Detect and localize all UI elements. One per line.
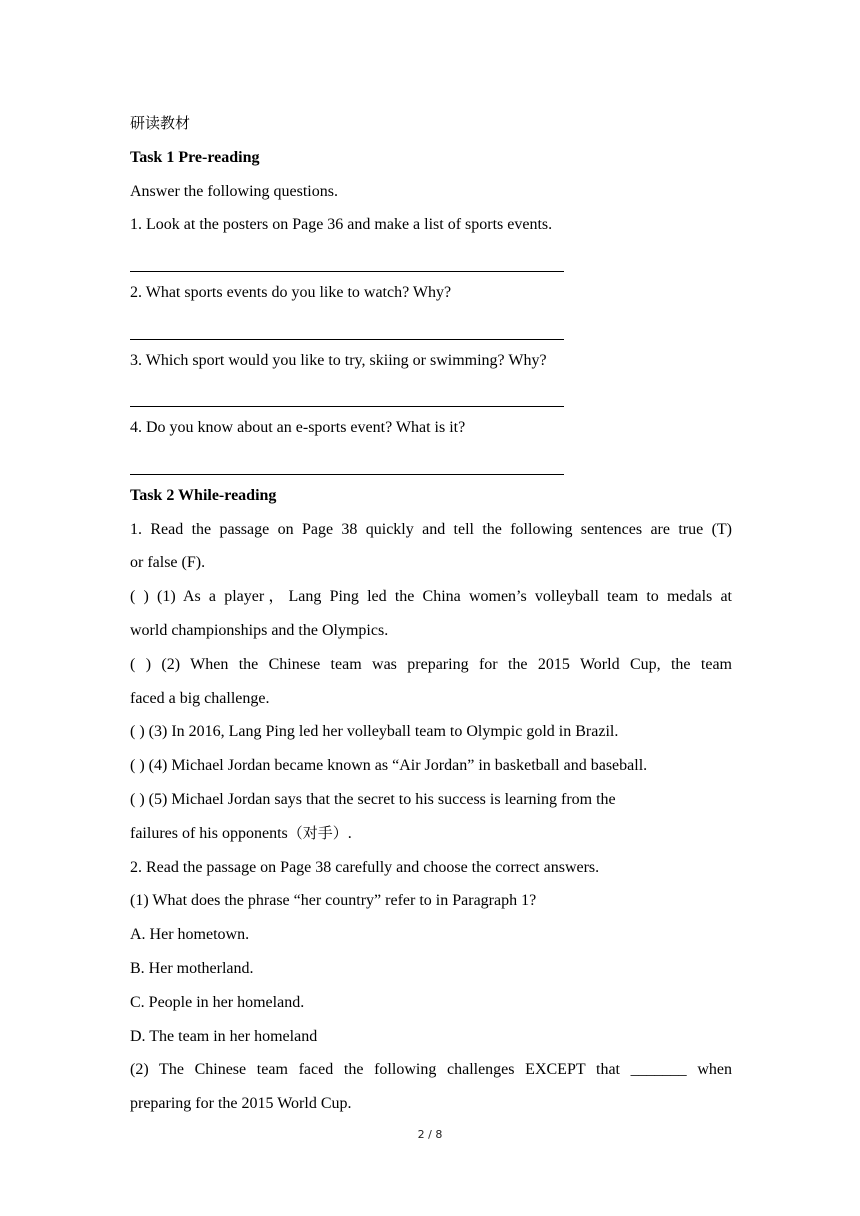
task2-part2-instruction: 2. Read the passage on Page 38 carefully and choose the correct answers. [130, 858, 600, 876]
mc-question-2-cont: preparing for the 2015 World Cup. [130, 1095, 352, 1113]
task1-title: Task 1 Pre-reading [130, 148, 260, 166]
answer-line-4 [130, 445, 732, 479]
tf-item-2-cont: faced a big challenge. [130, 689, 270, 707]
task1-question-3: 3. Which sport would you like to try, skiing or swimming? Why? [130, 351, 547, 369]
tf-item-5: ( ) (5) Michael Jordan says that the secret to his success is learning from the [130, 790, 616, 808]
answer-line-1 [130, 242, 732, 276]
mc-question-2: (2) The Chinese team faced the following challenges EXCEPT that _______ when [130, 1061, 732, 1079]
task2-part1-instruction-cont: or false (F). [130, 554, 206, 572]
tf-item-2: ( ) (2) When the Chinese team was preparing for the 2015 World Cup, the team [130, 655, 732, 673]
mc-option-a: A. Her hometown. [130, 926, 250, 944]
task1-question-2: 2. What sports events do you like to watch? Why? [130, 283, 452, 301]
tf-item-4: ( ) (4) Michael Jordan became known as “Air Jordan” in basketball and baseball. [130, 757, 648, 775]
mc-option-c: C. People in her homeland. [130, 993, 305, 1011]
tf-item-3: ( ) (3) In 2016, Lang Ping led her volleyball team to Olympic gold in Brazil. [130, 723, 619, 741]
tf-item-5-end: . [347, 824, 352, 842]
task1-intro: Answer the following questions. [130, 182, 338, 200]
page-content [130, 107, 732, 1121]
tf-item-1-cont: world championships and the Olympics. [130, 621, 389, 639]
mc-question-1: (1) What does the phrase “her country” refer to in Paragraph 1? [130, 892, 537, 910]
tf-item-1: ( ) (1) As a player，Lang Ping led the China women’s volleyball team to medals at [130, 588, 732, 606]
task1-question-1: 1. Look at the posters on Page 36 and make a list of sports events. [130, 216, 553, 234]
mc-option-b: B. Her motherland. [130, 959, 254, 977]
task1-question-4: 4. Do you know about an e-sports event? What is it? [130, 419, 466, 437]
tf-item-5-gloss: （对手） [287, 823, 348, 842]
task2-title: Task 2 While-reading [130, 486, 277, 504]
task2-part1-instruction: 1. Read the passage on Page 38 quickly and tell the following sentences are true (T) [130, 520, 732, 538]
section-heading: 研读教材 [130, 114, 191, 132]
mc-option-d: D. The team in her homeland [130, 1027, 318, 1045]
answer-line-2 [130, 310, 732, 344]
answer-line-3 [130, 377, 732, 411]
tf-item-5-text: failures of his opponents [130, 824, 288, 842]
page-number: 2 / 8 [417, 1128, 443, 1141]
tf-item-5-cont [130, 817, 732, 851]
